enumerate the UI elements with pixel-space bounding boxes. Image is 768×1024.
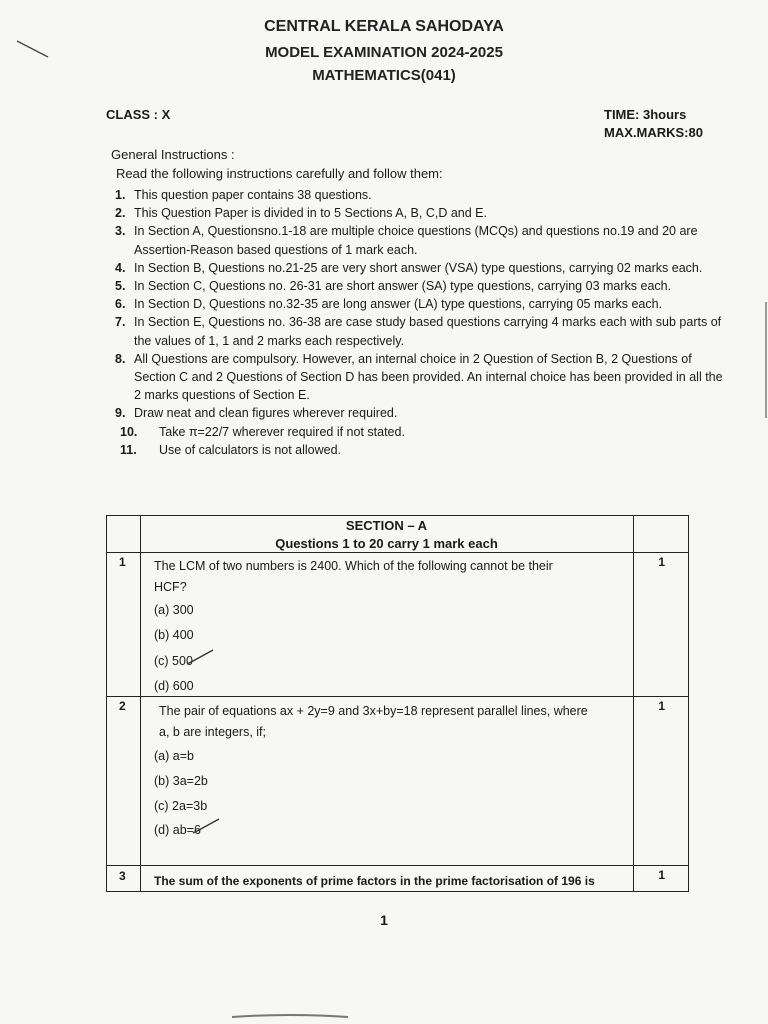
question-number: 1 bbox=[119, 555, 126, 569]
option-b: (b) 400 bbox=[154, 628, 194, 642]
option-a: (a) 300 bbox=[154, 603, 194, 617]
question-marks: 1 bbox=[658, 868, 665, 882]
question-text: The sum of the exponents of prime factors in the prime factorisation of 196 is bbox=[154, 874, 595, 888]
row-divider bbox=[107, 552, 688, 553]
school-name: CENTRAL KERALA SAHODAYA bbox=[264, 18, 504, 35]
column-divider bbox=[140, 516, 141, 891]
section-title: SECTION – A bbox=[345, 518, 428, 533]
instructions-intro: Read the following instructions carefully and follow them: bbox=[116, 166, 443, 181]
exam-title: MODEL EXAMINATION 2024-2025 bbox=[265, 44, 503, 61]
instruction-item: 8. All Questions are compulsory. However, an internal choice in 2 Question of Section B, 2 Questions of Section C and 2 Questions of Section D has been provided. An internal choice has been provided in all the 2 marks questions of Section E. bbox=[115, 351, 723, 403]
row-divider bbox=[107, 865, 688, 866]
option-c: (c) 2a=3b bbox=[154, 799, 208, 813]
option-b: (b) 3a=2b bbox=[154, 774, 208, 788]
questions-table bbox=[106, 515, 689, 892]
max-marks-label: MAX.MARKS:80 bbox=[604, 125, 703, 140]
option-d: (d) ab=6 bbox=[154, 823, 201, 837]
checkmark-icon bbox=[191, 816, 221, 838]
section-subtitle: Questions 1 to 20 carry 1 mark each bbox=[275, 536, 498, 551]
time-label: TIME: 3hours bbox=[604, 107, 687, 122]
checkmark-icon bbox=[185, 648, 215, 670]
question-marks: 1 bbox=[658, 555, 665, 569]
instruction-item: 11. Use of calculators is not allowed. bbox=[120, 442, 342, 457]
instruction-item: 6. In Section D, Questions no.32-35 are long answer (LA) type questions, carrying 05 marks each. bbox=[115, 297, 663, 312]
question-marks: 1 bbox=[658, 699, 665, 713]
instruction-item: 3. In Section A, Questionsno.1-18 are multiple choice questions (MCQs) and questions no.19 and 20 are Assertion-Reason based questions of 1 mark each. bbox=[115, 224, 698, 257]
option-d: (d) 600 bbox=[154, 679, 194, 693]
question-number: 2 bbox=[119, 699, 126, 713]
instruction-item: 5. In Section C, Questions no. 26-31 are short answer (SA) type questions, carrying 03 marks each. bbox=[115, 279, 672, 294]
class-label: CLASS : X bbox=[106, 107, 171, 122]
instruction-item: 2. This Question Paper is divided in to 5 Sections A, B, C,D and E. bbox=[115, 206, 487, 221]
instruction-item: 1. This question paper contains 38 questions. bbox=[115, 188, 372, 202]
question-text: The LCM of two numbers is 2400. Which of the following cannot be their HCF? bbox=[154, 559, 553, 594]
instruction-item: 9. Draw neat and clean figures wherever required. bbox=[115, 406, 398, 421]
option-a: (a) a=b bbox=[154, 749, 194, 763]
row-divider bbox=[107, 696, 688, 697]
subject-title: MATHEMATICS(041) bbox=[312, 67, 456, 84]
instruction-item: 7. In Section E, Questions no. 36-38 are case study based questions carrying 4 marks each with sub parts of the values of 1, 1 and 2 marks each respectively. bbox=[115, 315, 722, 348]
page-bottom-edge bbox=[230, 1012, 350, 1020]
question-text: The pair of equations ax + 2y=9 and 3x+by=18 represent parallel lines, where a, b are integers, if; bbox=[159, 704, 588, 739]
instruction-item: 10. Take π=22/7 wherever required if not stated. bbox=[120, 424, 405, 439]
page-edge-shadow bbox=[740, 300, 768, 420]
question-number: 3 bbox=[119, 869, 126, 883]
page-number: 1 bbox=[380, 912, 388, 928]
instruction-item: 4. In Section B, Questions no.21-25 are very short answer (VSA) type questions, carrying 02 marks each. bbox=[115, 260, 703, 275]
instructions-title: General Instructions : bbox=[111, 147, 235, 162]
option-c: (c) 500 bbox=[154, 654, 193, 668]
column-divider bbox=[633, 516, 634, 891]
instructions-list bbox=[111, 186, 723, 459]
